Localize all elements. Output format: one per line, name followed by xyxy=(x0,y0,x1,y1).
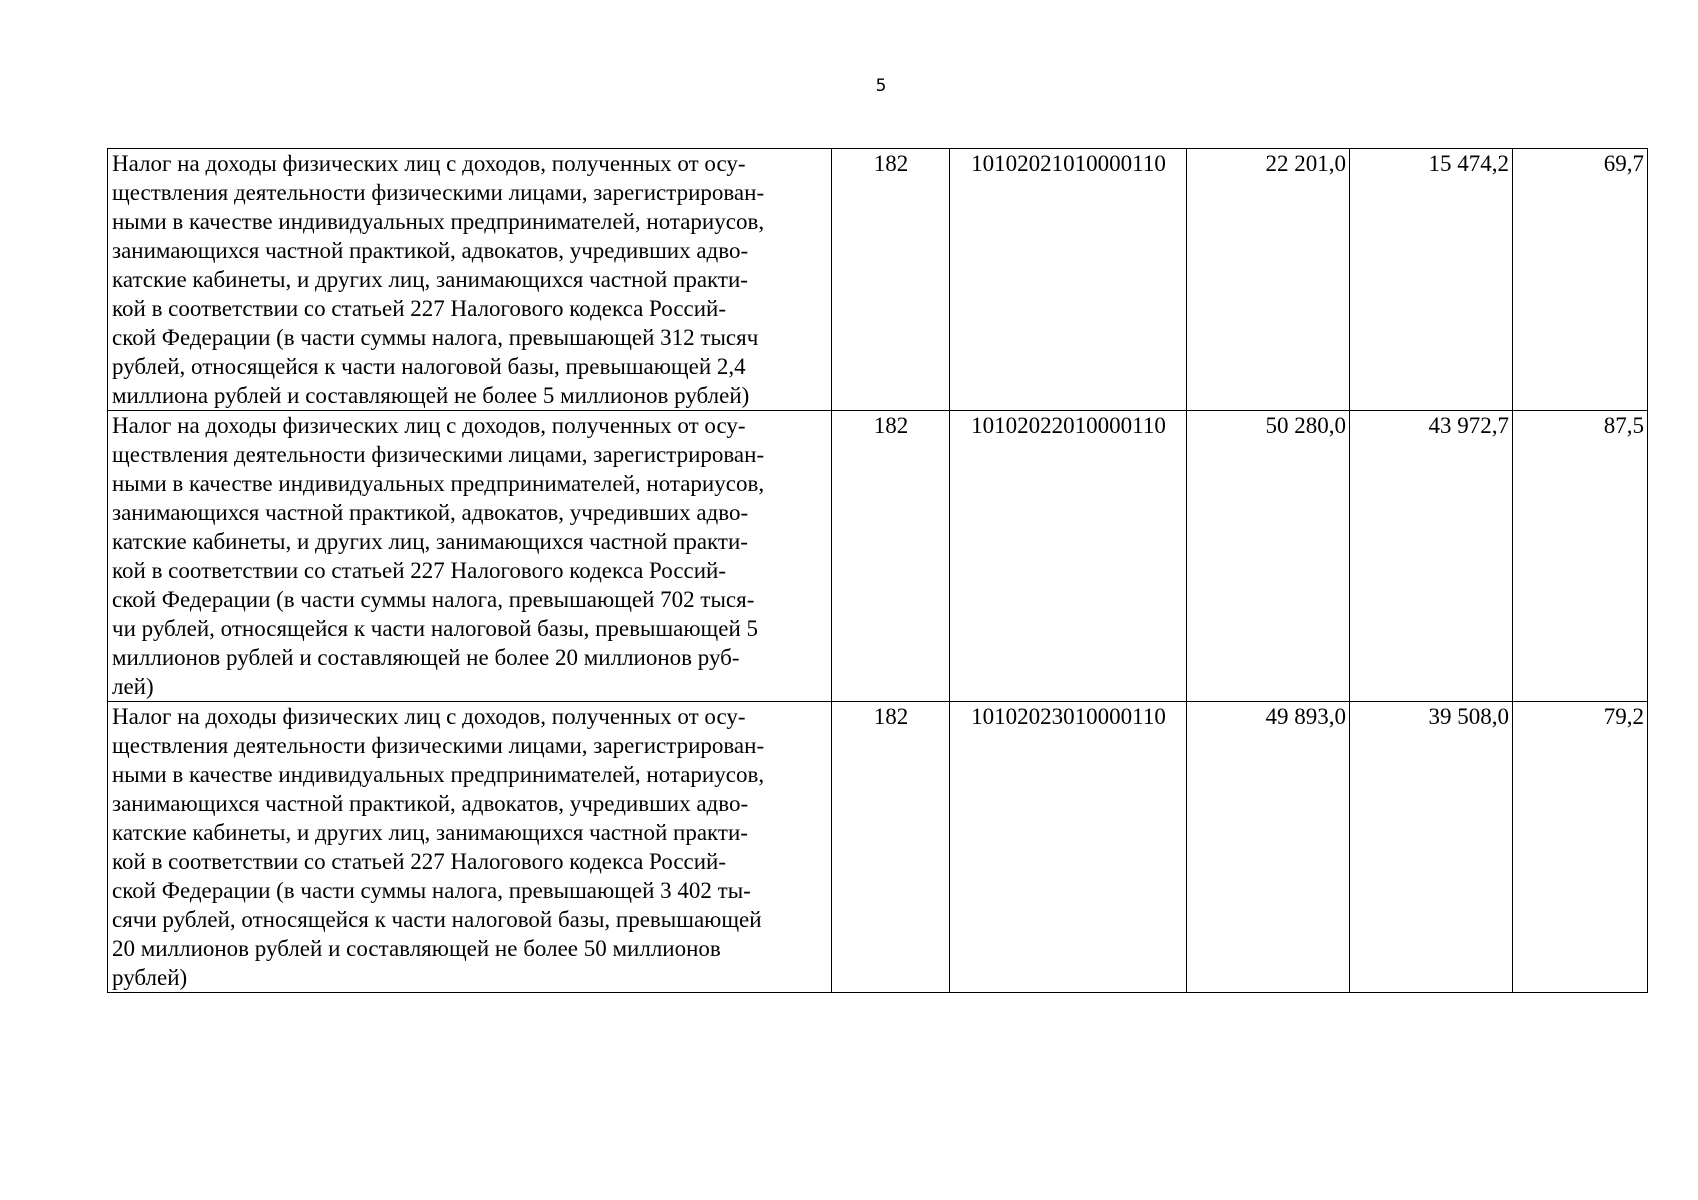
percent-cell: 79,2 xyxy=(1513,702,1648,993)
description-line: сячи рублей, относящейся к части налоговой базы, превышающей xyxy=(112,907,762,932)
plan-cell: 49 893,0 xyxy=(1187,702,1350,993)
description-line: рублей) xyxy=(112,965,188,990)
description-line: лей) xyxy=(112,674,154,699)
description-line: занимающихся частной практикой, адвокатов, учредивших адво- xyxy=(112,791,749,816)
description-line: ской Федерации (в части суммы налога, превышающей 312 тысяч xyxy=(112,325,759,350)
description-cell xyxy=(108,149,832,411)
description-line: ными в качестве индивидуальных предпринимателей, нотариусов, xyxy=(112,209,765,234)
kbk-code-cell: 10102023010000110 xyxy=(950,702,1187,993)
description-line: ществления деятельности физическими лицами, зарегистрирован- xyxy=(112,442,765,467)
actual-cell: 15 474,2 xyxy=(1350,149,1513,411)
description-line: чи рублей, относящейся к части налоговой базы, превышающей 5 xyxy=(112,616,759,641)
actual-cell: 39 508,0 xyxy=(1350,702,1513,993)
percent-cell: 69,7 xyxy=(1513,149,1648,411)
page-number: 5 xyxy=(875,76,887,96)
description-line: ской Федерации (в части суммы налога, превышающей 702 тыся- xyxy=(112,587,755,612)
description-line: рублей, относящейся к части налоговой базы, превышающей 2,4 xyxy=(112,354,746,379)
description-line: 20 миллионов рублей и составляющей не более 50 миллионов xyxy=(112,936,721,961)
description-line: кой в соответствии со статьей 227 Налогового кодекса Россий- xyxy=(112,296,727,321)
description-line: ществления деятельности физическими лицами, зарегистрирован- xyxy=(112,180,765,205)
plan-cell: 50 280,0 xyxy=(1187,411,1350,702)
description-line: Налог на доходы физических лиц с доходов, полученных от осу- xyxy=(112,704,746,729)
description-line: занимающихся частной практикой, адвокатов, учредивших адво- xyxy=(112,500,749,525)
description-line: ской Федерации (в части суммы налога, превышающей 3 402 ты- xyxy=(112,878,751,903)
kbk-code-cell: 10102021010000110 xyxy=(950,149,1187,411)
table-row xyxy=(108,411,1648,702)
description-line: кой в соответствии со статьей 227 Налогового кодекса Россий- xyxy=(112,558,727,583)
kbk-code-cell: 10102022010000110 xyxy=(950,411,1187,702)
plan-cell: 22 201,0 xyxy=(1187,149,1350,411)
description-line: ными в качестве индивидуальных предпринимателей, нотариусов, xyxy=(112,471,765,496)
description-line: катские кабинеты, и других лиц, занимающихся частной практи- xyxy=(112,820,748,845)
description-cell xyxy=(108,702,832,993)
description-line: катские кабинеты, и других лиц, занимающихся частной практи- xyxy=(112,267,748,292)
description-line: катские кабинеты, и других лиц, занимающихся частной практи- xyxy=(112,529,748,554)
admin-code-cell: 182 xyxy=(832,702,950,993)
description-line: ными в качестве индивидуальных предпринимателей, нотариусов, xyxy=(112,762,765,787)
description-line: кой в соответствии со статьей 227 Налогового кодекса Россий- xyxy=(112,849,727,874)
description-line: миллиона рублей и составляющей не более 5 миллионов рублей) xyxy=(112,383,750,408)
admin-code-cell: 182 xyxy=(832,149,950,411)
description-line: Налог на доходы физических лиц с доходов, полученных от осу- xyxy=(112,413,746,438)
description-line: занимающихся частной практикой, адвокатов, учредивших адво- xyxy=(112,238,749,263)
description-line: ществления деятельности физическими лицами, зарегистрирован- xyxy=(112,733,765,758)
description-cell xyxy=(108,411,832,702)
description-line: миллионов рублей и составляющей не более 20 миллионов руб- xyxy=(112,645,740,670)
budget-table xyxy=(107,148,1648,993)
description-line: Налог на доходы физических лиц с доходов, полученных от осу- xyxy=(112,151,746,176)
percent-cell: 87,5 xyxy=(1513,411,1648,702)
table-row xyxy=(108,702,1648,993)
table-row xyxy=(108,149,1648,411)
admin-code-cell: 182 xyxy=(832,411,950,702)
actual-cell: 43 972,7 xyxy=(1350,411,1513,702)
